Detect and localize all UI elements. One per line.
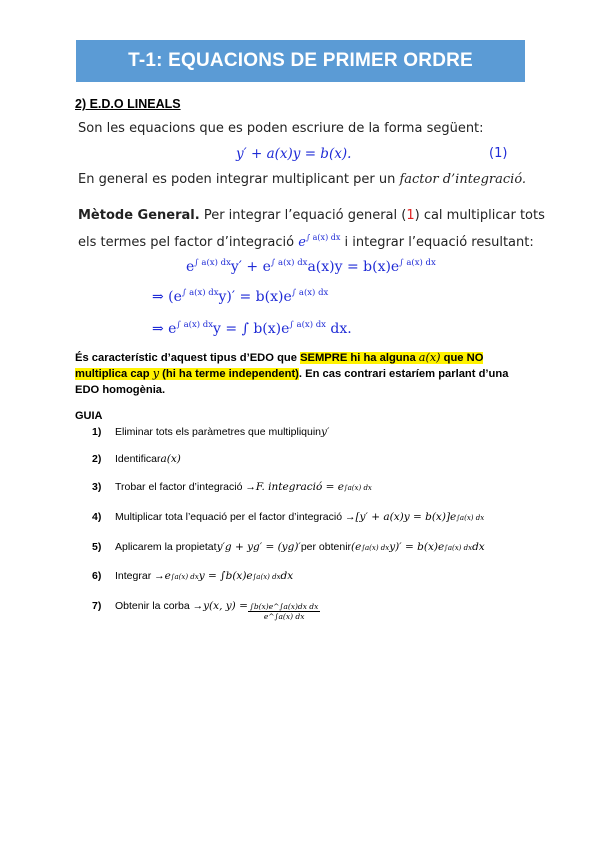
- equation-ref: 1: [406, 208, 415, 223]
- guia-step-3: 3) Trobar el factor d’integració → F. integració = e ∫a(x) dx: [92, 481, 372, 493]
- equation-c: ⇒ $e^{\int a(x) dx}y$ = ∫ $b(x)e^{\int a(x) dx}$ dx.: [152, 320, 352, 337]
- equation-1-number: (1): [489, 146, 508, 161]
- guia-step-7: 7) Obtenir la corba → y(x, y) = $\frac{\text{∫b(x)e\textasciicircum{}∫a(x)dx dx}}{e\^{}\int a(x) dx}$: [92, 600, 319, 621]
- section-title: 2) E.D.O LINEALS: [75, 97, 181, 111]
- guia-title: GUIA: [75, 410, 103, 422]
- page-title: T-1: EQUACIONS DE PRIMER ORDRE: [128, 50, 473, 71]
- page-banner: [76, 40, 525, 82]
- method-label: Mètode General.: [78, 208, 200, 223]
- intro-line-2: En general es poden integrar multiplicant per un factor d’integració.: [78, 172, 527, 187]
- guia-step-1: 1) Eliminar tots els paràmetres que multipliquin y′: [92, 426, 330, 438]
- equation-a: $e^{\int a(x) dx}y' + e^{\int a(x) dx}a(x)y = b(x)e^{\int a(x) dx}$: [186, 258, 436, 275]
- guia-step-6: 6) Integrar → e ∫a(x) dx y = ∫b(x)e ∫a(x) dx dx: [92, 570, 294, 582]
- equation-b: ⇒ $(e^{\int a(x) dx}y)' = b(x)e^{\int a(x) dx}$: [152, 288, 329, 305]
- corba-fraction: $\frac{\text{∫b(x)e\textasciicircum{}∫a(x)dx dx}}{e\^{}\int a(x) dx}$: [249, 602, 319, 621]
- method-paragraph: Mètode General. Per integrar l’equació general (1) cal multiplicar tots els termes pel factor d’integració $e^{\int a(x) dx}$ i integrar l’equació resultant:: [78, 208, 545, 250]
- guia-step-5: 5) Aplicarem la propietat y′g + yg′ = (yg)′ per obtenir (e ∫a(x) dx y)′ = b(x)e ∫a(x) dx dx: [92, 541, 485, 553]
- intro-line: Son les equacions que es poden escriure de la forma següent:: [78, 121, 484, 136]
- guia-step-4: 4) Multiplicar tota l’equació per el factor d’integració → [y′ + a(x)y = b(x)]e ∫a(x) dx: [92, 511, 485, 523]
- guia-step-2: 2) Identificar a(x): [92, 453, 181, 465]
- characteristic-note: És característic d’aquest tipus d’EDO que SEMPRE hi ha alguna a(x) que NO multiplica cap y (hi ha terme independent). En cas contrari estaríem parlant d’una EDO homogènia.: [75, 351, 509, 396]
- equation-1: y′ + a(x)y = b(x).: [236, 146, 352, 162]
